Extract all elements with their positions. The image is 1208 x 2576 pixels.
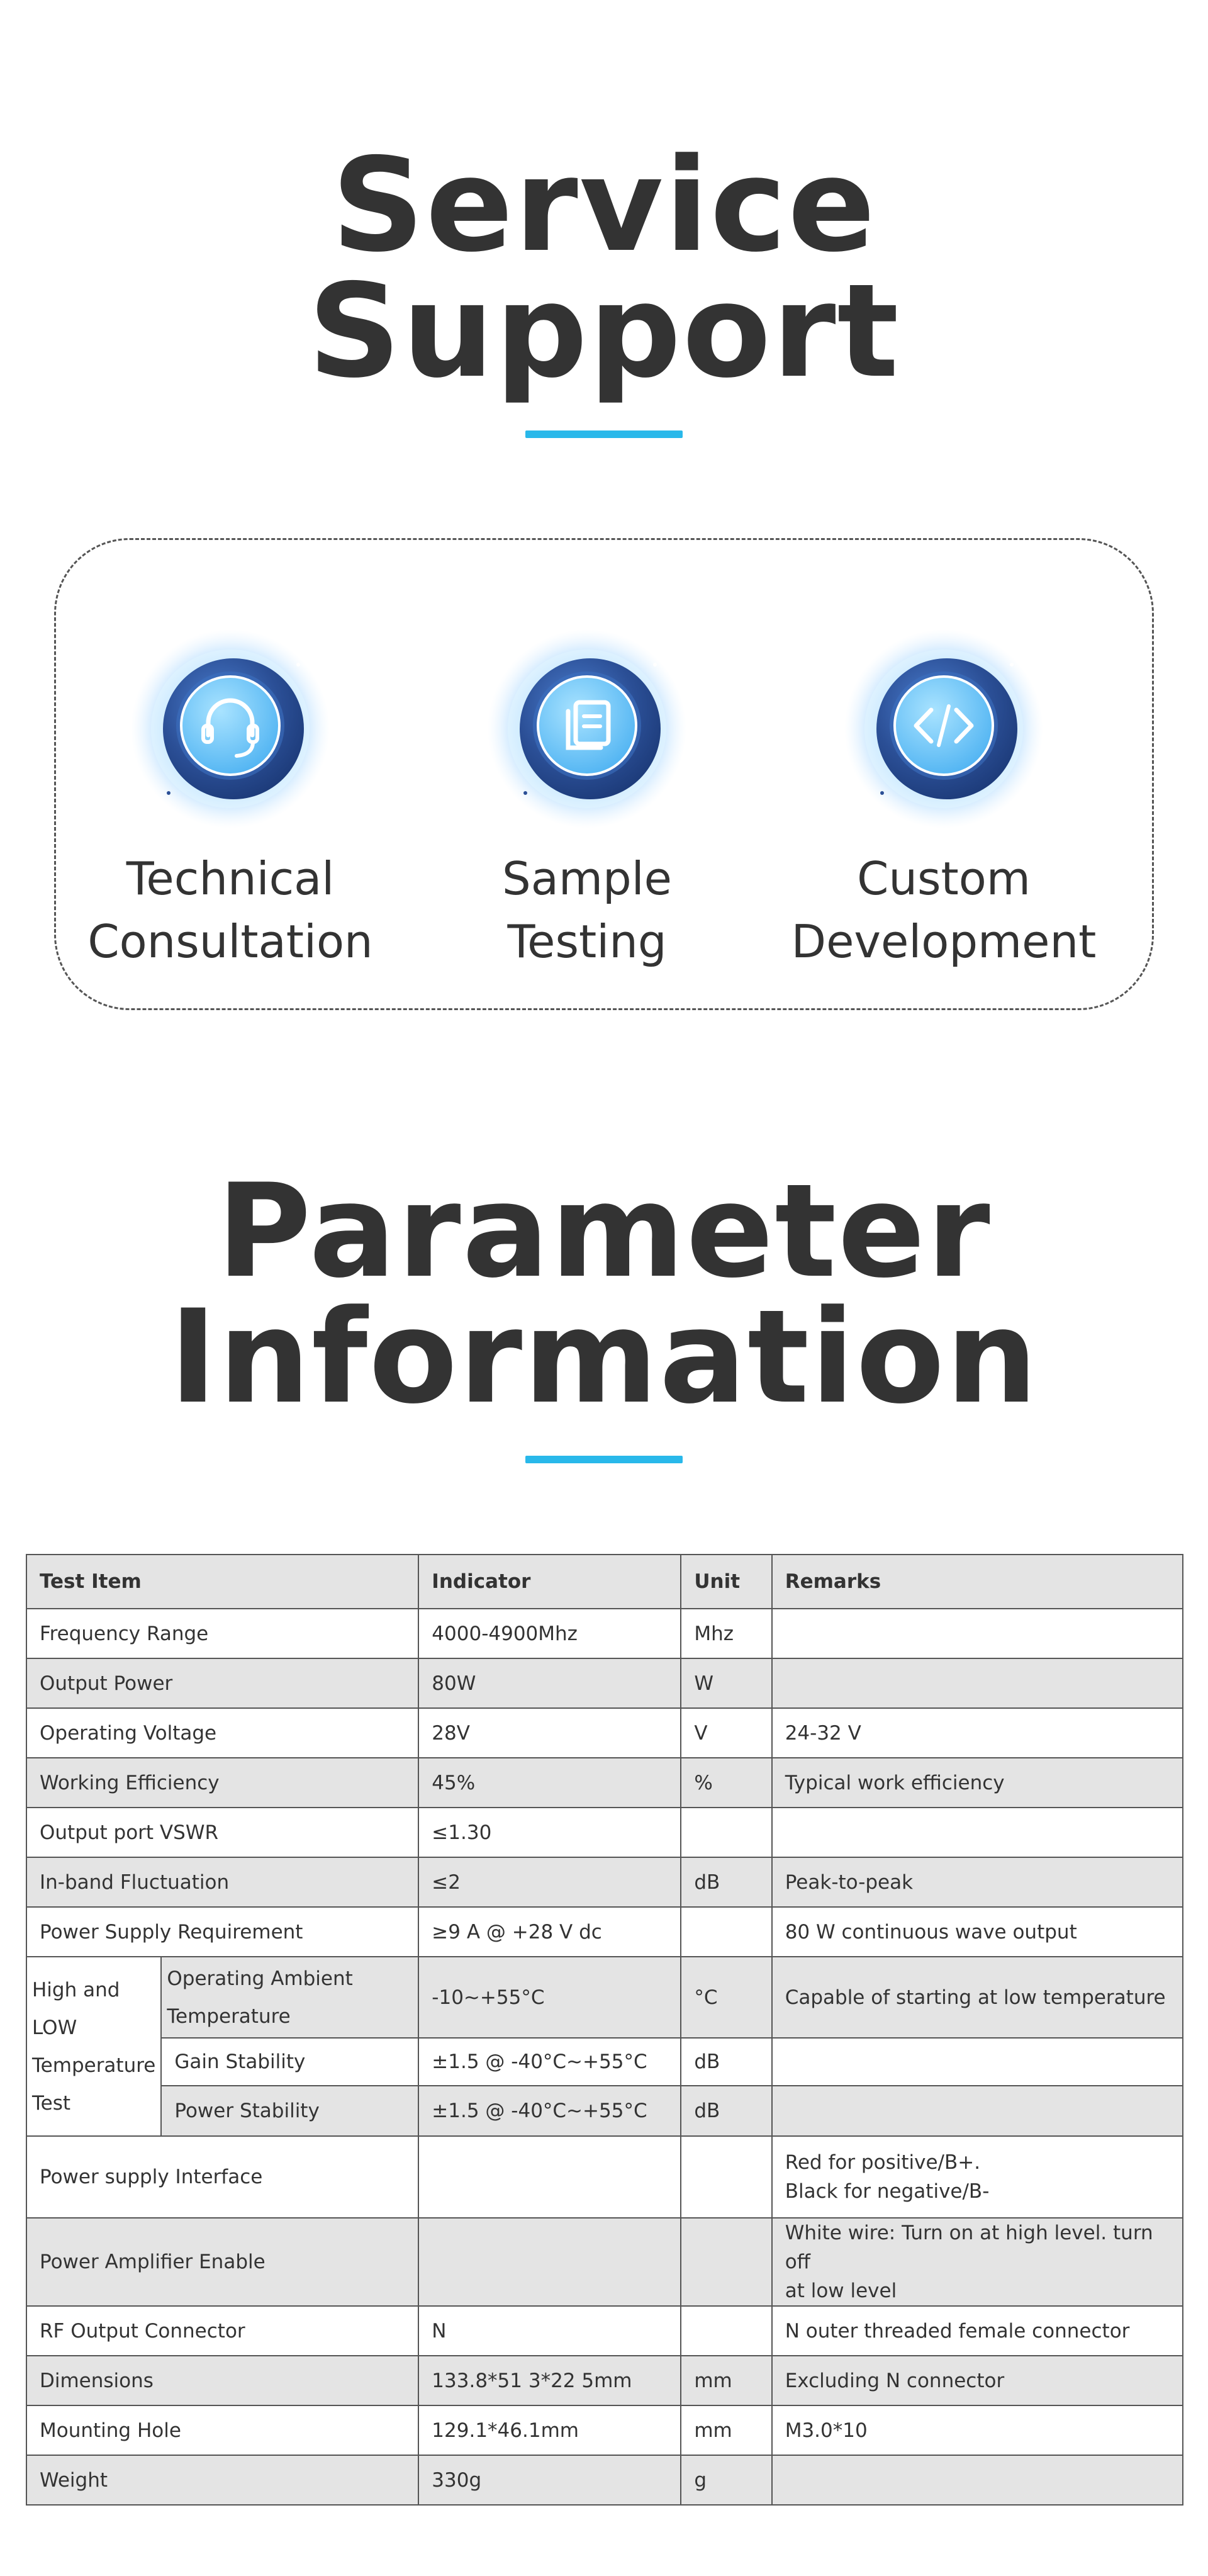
cell-unit: V [681,1708,771,1758]
group-label-line: Test [32,2091,71,2115]
cell-indicator: ≤1.30 [418,1808,681,1857]
cell-indicator: 80W [418,1658,681,1708]
cell-remarks: 24-32 V [772,1708,1183,1758]
cell-unit [681,1907,771,1957]
cell-remarks: 80 W continuous wave output [772,1907,1183,1957]
cell-indicator: ≤2 [418,1857,681,1907]
cell-indicator: 45% [418,1758,681,1808]
cell-indicator: 133.8*51 3*22 5mm [418,2356,681,2405]
cell-item [161,1957,418,2038]
parameter-title-underline [525,1456,683,1463]
cell-item: Mounting Hole [26,2405,418,2455]
parameter-title-line1: Parameter [216,1157,992,1307]
service-label-line2: Consultation [87,915,373,968]
cell-remarks [772,2218,1183,2306]
cell-item: Output port VSWR [26,1808,418,1857]
cell-unit [681,2136,771,2218]
headset-icon [130,628,331,830]
table-row [26,2306,1183,2356]
cell-indicator: 28V [418,1708,681,1758]
cell-remarks [772,2086,1183,2136]
group-label-line: Temperature [32,2054,156,2077]
cell-unit: °C [681,1957,771,2038]
service-label-line1: Sample [502,852,672,905]
service-label-line2: Testing [507,915,667,968]
cell-item: Power Amplifier Enable [26,2218,418,2306]
table-row [26,2356,1183,2405]
header-indicator: Indicator [418,1555,681,1609]
cell-unit: mm [681,2356,771,2405]
service-title-underline [525,430,683,438]
cell-item-line2: Temperature [167,2005,291,2028]
cell-remarks: N outer threaded female connector [772,2306,1183,2356]
cell-item: Gain Stability [161,2038,418,2086]
cell-item: Frequency Range [26,1609,418,1658]
cell-unit: g [681,2455,771,2505]
cell-indicator: -10~+55°C [418,1957,681,2038]
table-row [26,2218,1183,2306]
code-icon [843,628,1044,830]
cell-indicator: ≥9 A @ +28 V dc [418,1907,681,1957]
cell-remarks [772,2455,1183,2505]
parameter-title-line2: Information [169,1283,1039,1432]
cell-unit: % [681,1758,771,1808]
cell-unit: mm [681,2405,771,2455]
header-unit: Unit [681,1555,771,1609]
cell-remarks: Excluding N connector [772,2356,1183,2405]
cell-remarks [772,1808,1183,1857]
table-row [26,1857,1183,1907]
table-row [26,2086,1183,2136]
table-row [26,1708,1183,1758]
cell-item: RF Output Connector [26,2306,418,2356]
service-title-line2: Support [308,257,900,407]
cell-unit: dB [681,1857,771,1907]
cell-indicator [418,2218,681,2306]
group-label-line: LOW [32,2016,77,2039]
table-row [26,2136,1183,2218]
header-test-item: Test Item [26,1555,418,1609]
cell-remarks [772,2136,1183,2218]
cell-remarks: Capable of starting at low temperature [772,1957,1183,2038]
cell-remarks: Typical work efficiency [772,1758,1183,1808]
header-remarks: Remarks [772,1555,1183,1609]
cell-item: Operating Voltage [26,1708,418,1758]
cell-remarks-line2: Black for negative/B- [785,2180,990,2203]
cell-unit: dB [681,2038,771,2086]
cell-indicator: ±1.5 @ -40°C~+55°C [418,2086,681,2136]
cell-group-label [26,1957,161,2136]
cell-indicator: 129.1*46.1mm [418,2405,681,2455]
cell-remarks-line1: White wire: Turn on at high level. turn off [785,2222,1153,2273]
cell-item: Power supply Interface [26,2136,418,2218]
cell-unit: dB [681,2086,771,2136]
cell-unit [681,2306,771,2356]
cell-unit [681,2218,771,2306]
cell-indicator: 4000-4900Mhz [418,1609,681,1658]
service-label-line1: Custom [857,852,1031,905]
service-item-sample-testing [411,628,763,973]
cell-unit [681,1808,771,1857]
cell-item: Weight [26,2455,418,2505]
service-panel [54,538,1154,1010]
cell-unit: W [681,1658,771,1708]
cell-remarks: Peak-to-peak [772,1857,1183,1907]
table-row [26,1808,1183,1857]
cell-item-line1: Operating Ambient [167,1967,353,1990]
cell-remarks [772,2038,1183,2086]
cell-indicator: ±1.5 @ -40°C~+55°C [418,2038,681,2086]
table-row [26,1907,1183,1957]
table-row [26,1957,1183,2038]
cell-indicator: N [418,2306,681,2356]
table-row [26,2455,1183,2505]
cell-indicator: 330g [418,2455,681,2505]
cell-remarks-line1: Red for positive/B+. [785,2151,981,2174]
cell-unit: Mhz [681,1609,771,1658]
cell-item: Power Supply Requirement [26,1907,418,1957]
service-label-line1: Technical [126,852,335,905]
table-row [26,2038,1183,2086]
table-row [26,1658,1183,1708]
cell-remarks [772,1609,1183,1658]
table-row [26,1609,1183,1658]
service-label-line2: Development [791,915,1097,968]
cell-remarks: M3.0*10 [772,2405,1183,2455]
cell-item: Dimensions [26,2356,418,2405]
cell-item: Working Efficiency [26,1758,418,1808]
cell-remarks-line2: at low level [785,2280,897,2302]
document-icon [486,628,688,830]
cell-remarks [772,1658,1183,1708]
parameter-table [26,1554,1183,2506]
service-title-line1: Service [331,131,877,281]
cell-item: Output Power [26,1658,418,1708]
table-row [26,2405,1183,2455]
group-label-line: High and [32,1978,120,2001]
cell-item: Power Stability [161,2086,418,2136]
table-row [26,1758,1183,1808]
cell-indicator [418,2136,681,2218]
service-item-custom-development [768,628,1120,973]
cell-item: In-band Fluctuation [26,1857,418,1907]
table-header-row [26,1555,1183,1609]
service-item-technical-consultation [54,628,406,973]
